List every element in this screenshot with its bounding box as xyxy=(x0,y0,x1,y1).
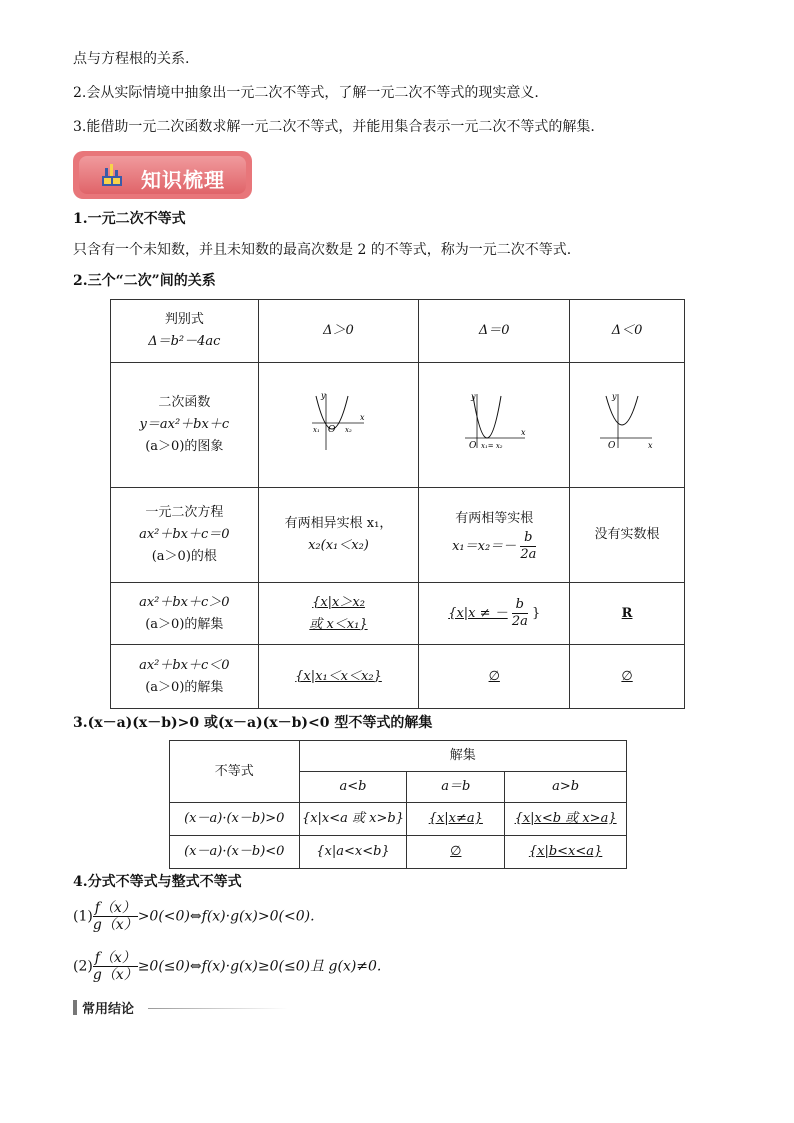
table-cell: (x－a)·(x－b)>0 xyxy=(170,803,300,836)
formula-body: ≥0(≤0)⇔f(x)·g(x)≥0(≤0)且 g(x)≠0. xyxy=(137,958,382,975)
book-chart-icon xyxy=(99,162,125,188)
positive-inequality: ax²＋bx＋c＞0 xyxy=(139,594,230,610)
parabola-one-root-graph xyxy=(459,390,529,452)
table-cell xyxy=(258,488,419,583)
table-cell: ∅ xyxy=(419,645,570,709)
fraction-formula-2 xyxy=(73,950,381,983)
formula-index: (1) xyxy=(73,908,93,925)
function-label: 二次函数 xyxy=(158,395,211,410)
table-cell xyxy=(570,363,685,488)
negative-solution-label: (a＞0)的解集 xyxy=(145,679,224,695)
equal-roots-text: 有两相等实根 xyxy=(455,510,534,526)
table-subheader: a<b xyxy=(299,772,407,803)
table-header: 不等式 xyxy=(170,741,300,803)
fraction-denominator: g（x） xyxy=(92,917,138,933)
parabola-no-root-graph xyxy=(596,390,658,452)
two-roots-condition: x₂(x₁＜x₂) xyxy=(308,538,369,553)
fraction-denominator: 2a xyxy=(520,546,537,562)
equation-label: 一元二次方程 xyxy=(145,505,224,520)
function-condition: (a＞0)的图象 xyxy=(145,439,224,454)
equation-formula: ax²＋bx＋c＝0 xyxy=(139,527,230,542)
sec4-heading: 4.分式不等式与整式不等式 xyxy=(73,874,242,890)
x-axis-label: x xyxy=(360,413,365,422)
fraction-numerator: f（x） xyxy=(94,900,136,916)
table-cell: Δ＝0 xyxy=(419,300,570,363)
fraction xyxy=(512,597,528,630)
table-cell: {x|b<x<a} xyxy=(505,836,627,869)
formula-body: >0(<0)⇔f(x)·g(x)>0(<0). xyxy=(137,908,315,925)
table-cell: ∅ xyxy=(407,836,505,869)
discriminant-formula: Δ＝b²－4ac xyxy=(148,334,221,349)
x-axis-label: x xyxy=(648,441,653,450)
origin-label: O xyxy=(608,441,616,451)
equation-condition: (a＞0)的根 xyxy=(151,549,217,564)
table-cell: Δ＞0 xyxy=(258,300,419,363)
solution-set-suffix: } xyxy=(531,606,541,621)
banner-title: 知识梳理 xyxy=(141,168,225,192)
y-axis-label: y xyxy=(612,392,617,401)
table-cell xyxy=(111,363,259,488)
section-marker xyxy=(73,1000,77,1015)
equal-roots-formula: x₁＝x₂＝－ xyxy=(452,538,517,554)
table-cell xyxy=(111,300,259,363)
table-subheader: a>b xyxy=(505,772,627,803)
table-cell xyxy=(111,583,259,645)
solution-set-prefix: {x|x ≠ － xyxy=(448,606,508,621)
table-cell xyxy=(258,583,419,645)
negative-inequality: ax²＋bx＋c＜0 xyxy=(139,657,230,673)
intro-line-3: 3.能借助一元二次函数求解一元二次不等式，并能用集合表示一元二次不等式的解集. xyxy=(73,119,595,135)
factored-inequality-table xyxy=(169,740,627,869)
origin-label: O xyxy=(469,441,477,451)
table-cell: 没有实数根 xyxy=(570,488,685,583)
sec1-heading: 1.一元二次不等式 xyxy=(73,211,186,227)
table-cell xyxy=(111,645,259,709)
table-cell: (x－a)·(x－b)<0 xyxy=(170,836,300,869)
sec1-text: 只含有一个未知数，并且未知数的最高次数是 2 的不等式，称为一元二次不等式. xyxy=(73,242,572,258)
intro-line-1: 点与方程根的关系. xyxy=(73,51,190,67)
solution-set-part1: {x|x＞x₂ xyxy=(312,594,365,610)
parabola-two-roots-graph xyxy=(308,390,368,452)
knowledge-banner xyxy=(73,151,252,199)
function-formula: y＝ax²＋bx＋c xyxy=(139,417,230,432)
fraction xyxy=(93,950,138,983)
y-axis-label: y xyxy=(321,391,327,400)
table-cell: {x|x<b 或 x>a} xyxy=(505,803,627,836)
table-cell: Δ＜0 xyxy=(570,300,685,363)
fraction-numerator: f（x） xyxy=(94,950,136,966)
table-cell: R xyxy=(570,583,685,645)
table-cell xyxy=(419,363,570,488)
sec2-heading: 2.三个“二次”间的关系 xyxy=(73,273,216,289)
table-cell: {x|x<a 或 x>b} xyxy=(299,803,407,836)
table-cell xyxy=(258,363,419,488)
fraction-numerator: b xyxy=(520,530,536,547)
quadratic-relation-table xyxy=(110,299,685,709)
table-cell xyxy=(419,488,570,583)
table-cell xyxy=(111,488,259,583)
table-subheader: a＝b xyxy=(407,772,505,803)
sec3-heading: 3.(x－a)(x－b)>0 或(x－a)(x－b)<0 型不等式的解集 xyxy=(73,715,433,731)
table-cell: {x|x₁＜x＜x₂} xyxy=(258,645,419,709)
fraction-denominator: 2a xyxy=(511,614,528,629)
positive-solution-label: (a＞0)的解集 xyxy=(145,616,224,632)
table-cell: {x|a<x<b} xyxy=(299,836,407,869)
table-cell xyxy=(419,583,570,645)
x2-label: x₂ xyxy=(345,426,353,434)
x1-label: x₁ xyxy=(313,426,321,434)
fraction xyxy=(93,900,138,933)
x1-equals-x2-label: x₁= x₂ xyxy=(481,442,503,450)
intro-line-2: 2.会从实际情境中抽象出一元二次不等式，了解一元二次不等式的现实意义. xyxy=(73,85,539,101)
fraction xyxy=(520,530,536,563)
discriminant-label: 判别式 xyxy=(164,312,204,327)
table-cell: {x|x≠a} xyxy=(407,803,505,836)
table-header: 解集 xyxy=(299,741,626,772)
y-axis-label: y xyxy=(471,392,476,401)
fraction-formula-1 xyxy=(73,900,315,933)
common-conclusions-title: 常用结论 xyxy=(82,1002,135,1017)
table-cell: ∅ xyxy=(570,645,685,709)
fraction-denominator: g（x） xyxy=(92,967,138,983)
x-axis-label: x xyxy=(521,428,526,437)
two-roots-text: 有两相异实根 x₁， xyxy=(284,516,393,531)
section-divider xyxy=(148,1008,288,1009)
origin-label: O xyxy=(328,425,336,435)
solution-set-part2: 或 x＜x₁} xyxy=(309,616,368,632)
fraction-numerator: b xyxy=(512,597,528,614)
formula-index: (2) xyxy=(73,958,93,975)
